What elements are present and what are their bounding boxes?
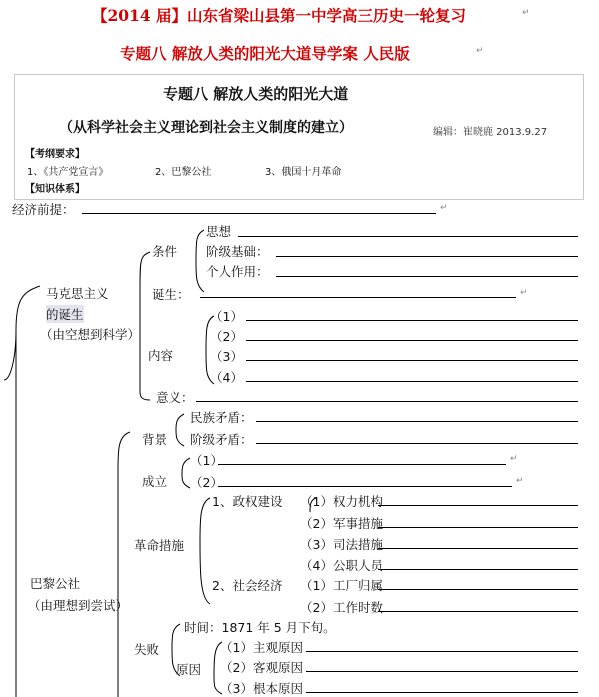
paris-brace [118,432,130,697]
condition-item: 思想 [206,224,232,239]
answer-line [378,569,578,570]
content-item: （2） [210,329,243,344]
reason-label: 原因 [176,662,202,677]
measures-brace [200,498,210,604]
answer-line [196,401,578,402]
answer-line [200,297,516,298]
exam-item: 2、巴黎公社 [155,167,212,178]
marx-label: 马克思主义 [46,286,109,301]
answer-line [378,548,578,549]
marx-label-3: （由空想到科学） [40,327,141,342]
reason-item: （3）根本原因 [220,681,303,696]
reason-item: （1）主观原因 [220,640,303,655]
content-item: （4） [210,370,243,385]
answer-line [306,692,578,693]
exam-item: 3、俄国十月革命 [265,167,342,178]
condition-item: 阶级基础： [206,244,269,259]
political-item: （2）军事措施 [300,516,383,531]
exam-requirements-label: 【考纲要求】 [25,149,85,160]
answer-line [246,360,578,361]
answer-line [218,464,506,465]
answer-line [378,589,578,590]
exam-item: 1、《共产党宣言》 [27,167,109,178]
political-item: （1）权力机构 [300,494,383,509]
conditions-label: 条件 [152,244,178,259]
answer-line [256,443,578,444]
knowledge-system-label: 【知识体系】 [25,184,85,195]
background-item: 民族矛盾： [190,410,253,425]
founding-brace [182,458,190,488]
political-item: （4）公职人员 [300,558,383,573]
condition-item: 个人作用： [206,264,269,279]
political-label: 1、政权建设 [212,494,283,509]
background-brace [176,414,184,446]
reason-item: （2）客观原因 [220,660,303,675]
answer-line [246,320,578,321]
birth-label: 诞生： [152,287,190,302]
paragraph-mark: ↵ [520,288,528,298]
economic-label: 2、社会经济 [212,578,283,593]
answer-line [306,671,578,672]
founding-label: 成立 [142,474,168,489]
answer-line [378,527,578,528]
content-item: （1） [210,309,243,324]
document-title: 【2014 届】山东省梁山县第一中学高三历史一轮复习 [92,6,467,25]
answer-line [378,505,578,506]
content-label: 内容 [148,348,174,363]
marx-label-2: 的诞生 [46,307,84,322]
economic-premise-label: 经济前提： [12,202,75,217]
answer-line [256,421,578,422]
answer-line [276,276,578,277]
paris-label-2: （由理想到尝试） [28,598,129,613]
content-item: （3） [210,349,243,364]
founding-item: （1） [190,453,223,468]
answer-line [218,486,512,487]
answer-line [246,381,578,382]
banner-editor: 编辑：崔晓鹿 2013.9.27 [433,127,548,138]
founding-item: （2） [190,475,223,490]
background-item: 阶级矛盾： [190,432,253,447]
measures-label: 革命措施 [134,538,185,553]
failure-label: 失败 [134,642,160,657]
banner-subtitle: （从科学社会主义理论到社会主义制度的建立） [59,120,353,136]
significance-label: 意义： [156,390,194,405]
background-label: 背景 [142,432,168,447]
answer-line [238,236,578,237]
political-item: （3）司法措施 [300,537,383,552]
paragraph-mark: ↵ [476,46,484,56]
answer-line [306,651,578,652]
paragraph-mark: ↵ [522,8,530,18]
failure-time: 时间：1871 年 5 月下旬。 [184,620,336,635]
paris-label: 巴黎公社 [30,576,81,591]
marx-brace [140,252,150,400]
document-subtitle: 专题八 解放人类的阳光大道导学案 人民版 [120,44,410,63]
banner-title: 专题八 解放人类的阳光大道 [163,85,349,103]
paragraph-mark: ↵ [510,454,518,464]
economic-item: （2）工作时数 [300,600,383,615]
paragraph-mark: ↵ [516,476,524,486]
answer-line [378,611,578,612]
economic-item: （1）工厂归属 [300,578,383,593]
paragraph-mark: ↵ [440,203,448,213]
main-brace [16,286,40,697]
answer-line [246,340,578,341]
conditions-brace [196,230,204,292]
answer-line [276,256,578,257]
